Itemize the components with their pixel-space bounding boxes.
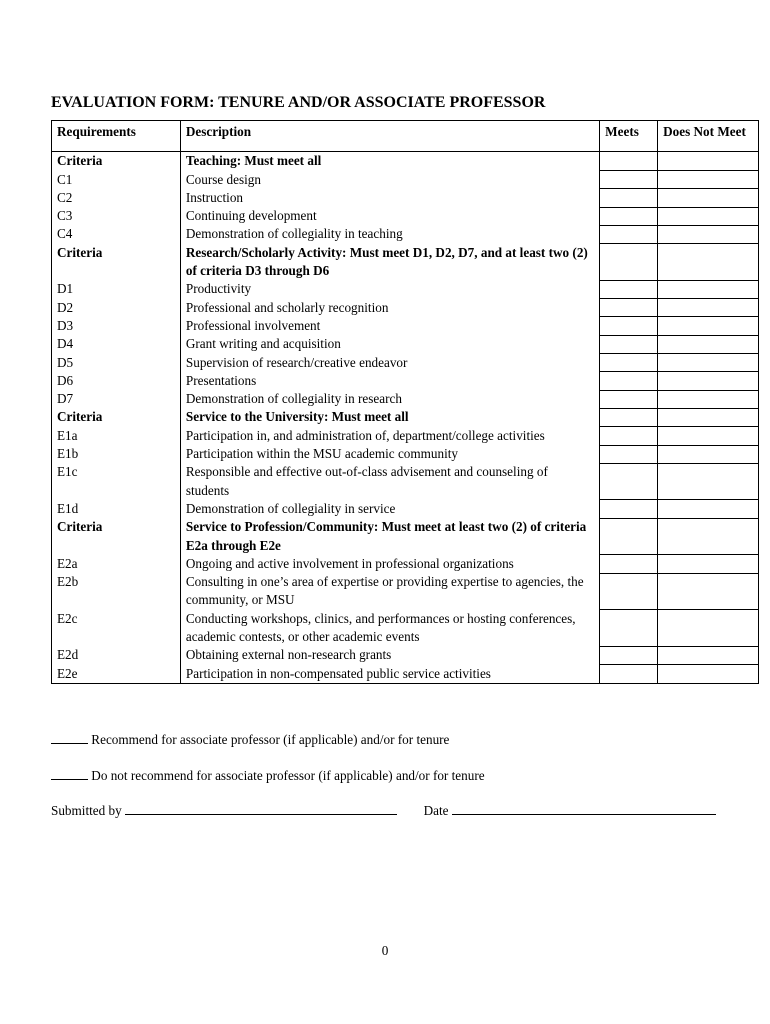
header-description: Description bbox=[180, 121, 599, 152]
requirement-cell: E2b bbox=[52, 573, 181, 610]
description-cell: Service to the University: Must meet all bbox=[180, 408, 599, 426]
description-cell: Supervision of research/creative endeavor bbox=[180, 354, 599, 372]
meets-cell[interactable] bbox=[600, 610, 658, 647]
description-cell: Professional and scholarly recognition bbox=[180, 299, 599, 317]
meets-cell[interactable] bbox=[600, 445, 658, 463]
table-row bbox=[52, 335, 759, 353]
table-row bbox=[52, 207, 759, 225]
requirement-cell: D3 bbox=[52, 317, 181, 335]
requirement-cell: D4 bbox=[52, 335, 181, 353]
meets-cell[interactable] bbox=[600, 427, 658, 445]
description-cell: Service to Profession/Community: Must meet at least two (2) of criteria E2a through E2e bbox=[180, 518, 599, 555]
meets-cell[interactable] bbox=[600, 299, 658, 317]
does-not-meet-cell[interactable] bbox=[658, 354, 759, 372]
meets-cell[interactable] bbox=[600, 518, 658, 555]
meets-cell[interactable] bbox=[600, 225, 658, 243]
requirement-cell: E2e bbox=[52, 665, 181, 684]
table-header-row bbox=[52, 121, 759, 152]
description-cell: Ongoing and active involvement in professional organizations bbox=[180, 555, 599, 573]
description-cell: Consulting in one’s area of expertise or providing expertise to agencies, the community, or MSU bbox=[180, 573, 599, 610]
table-row bbox=[52, 518, 759, 555]
description-cell: Grant writing and acquisition bbox=[180, 335, 599, 353]
description-cell: Responsible and effective out-of-class advisement and counseling of students bbox=[180, 463, 599, 500]
meets-cell[interactable] bbox=[600, 463, 658, 500]
does-not-meet-cell[interactable] bbox=[658, 390, 759, 408]
description-cell: Continuing development bbox=[180, 207, 599, 225]
does-not-meet-cell[interactable] bbox=[658, 244, 759, 281]
not-recommend-text: Do not recommend for associate professor (if applicable) and/or for tenure bbox=[91, 768, 485, 783]
does-not-meet-cell[interactable] bbox=[658, 408, 759, 426]
description-cell: Participation in non-compensated public service activities bbox=[180, 665, 599, 684]
meets-cell[interactable] bbox=[600, 189, 658, 207]
meets-cell[interactable] bbox=[600, 500, 658, 518]
evaluation-table bbox=[51, 120, 759, 684]
requirement-cell: E2d bbox=[52, 646, 181, 664]
description-cell: Demonstration of collegiality in research bbox=[180, 390, 599, 408]
meets-cell[interactable] bbox=[600, 372, 658, 390]
does-not-meet-cell[interactable] bbox=[658, 518, 759, 555]
description-cell: Obtaining external non-research grants bbox=[180, 646, 599, 664]
does-not-meet-cell[interactable] bbox=[658, 665, 759, 684]
requirement-cell: E2a bbox=[52, 555, 181, 573]
does-not-meet-cell[interactable] bbox=[658, 317, 759, 335]
table-row bbox=[52, 299, 759, 317]
description-cell: Demonstration of collegiality in service bbox=[180, 500, 599, 518]
does-not-meet-cell[interactable] bbox=[658, 372, 759, 390]
description-cell: Teaching: Must meet all bbox=[180, 152, 599, 171]
requirement-cell: E1c bbox=[52, 463, 181, 500]
date-field[interactable] bbox=[452, 802, 716, 815]
table-row bbox=[52, 244, 759, 281]
requirement-cell: E1a bbox=[52, 427, 181, 445]
date-label: Date bbox=[423, 803, 449, 818]
meets-cell[interactable] bbox=[600, 280, 658, 298]
meets-cell[interactable] bbox=[600, 390, 658, 408]
does-not-meet-cell[interactable] bbox=[658, 225, 759, 243]
meets-cell[interactable] bbox=[600, 171, 658, 189]
description-cell: Presentations bbox=[180, 372, 599, 390]
table-row bbox=[52, 189, 759, 207]
description-cell: Participation in, and administration of, department/college activities bbox=[180, 427, 599, 445]
meets-cell[interactable] bbox=[600, 152, 658, 171]
requirement-cell: E1b bbox=[52, 445, 181, 463]
requirement-cell: D7 bbox=[52, 390, 181, 408]
description-cell: Demonstration of collegiality in teaching bbox=[180, 225, 599, 243]
recommend-checkbox-blank[interactable] bbox=[51, 731, 88, 744]
does-not-meet-cell[interactable] bbox=[658, 427, 759, 445]
submitted-by-label: Submitted by bbox=[51, 803, 122, 818]
table-row bbox=[52, 390, 759, 408]
requirement-cell: C1 bbox=[52, 171, 181, 189]
meets-cell[interactable] bbox=[600, 646, 658, 664]
form-title: EVALUATION FORM: TENURE AND/OR ASSOCIATE PROFESSOR bbox=[51, 94, 546, 111]
description-cell: Professional involvement bbox=[180, 317, 599, 335]
page-number: 0 bbox=[381, 943, 389, 958]
table-row bbox=[52, 445, 759, 463]
does-not-meet-cell[interactable] bbox=[658, 299, 759, 317]
meets-cell[interactable] bbox=[600, 555, 658, 573]
meets-cell[interactable] bbox=[600, 573, 658, 610]
does-not-meet-cell[interactable] bbox=[658, 171, 759, 189]
does-not-meet-cell[interactable] bbox=[658, 500, 759, 518]
meets-cell[interactable] bbox=[600, 317, 658, 335]
does-not-meet-cell[interactable] bbox=[658, 207, 759, 225]
not-recommend-line bbox=[51, 767, 485, 784]
signature-line bbox=[51, 802, 716, 819]
requirement-cell: C3 bbox=[52, 207, 181, 225]
not-recommend-checkbox-blank[interactable] bbox=[51, 767, 88, 780]
table-row bbox=[52, 354, 759, 372]
description-cell: Course design bbox=[180, 171, 599, 189]
table-row bbox=[52, 171, 759, 189]
table-row bbox=[52, 372, 759, 390]
description-cell: Participation within the MSU academic community bbox=[180, 445, 599, 463]
recommend-line bbox=[51, 731, 449, 748]
requirement-cell: Criteria bbox=[52, 152, 181, 171]
description-cell: Instruction bbox=[180, 189, 599, 207]
table-row bbox=[52, 225, 759, 243]
does-not-meet-cell[interactable] bbox=[658, 445, 759, 463]
table-row bbox=[52, 408, 759, 426]
header-requirements: Requirements bbox=[52, 121, 181, 152]
requirement-cell: C2 bbox=[52, 189, 181, 207]
table-row bbox=[52, 665, 759, 684]
description-cell: Research/Scholarly Activity: Must meet D1, D2, D7, and at least two (2) of criteria D3 through D6 bbox=[180, 244, 599, 281]
meets-cell[interactable] bbox=[600, 665, 658, 684]
table-row bbox=[52, 500, 759, 518]
description-cell: Conducting workshops, clinics, and performances or hosting conferences, academic contests, or other academic events bbox=[180, 610, 599, 647]
requirement-cell: C4 bbox=[52, 225, 181, 243]
requirement-cell: E1d bbox=[52, 500, 181, 518]
does-not-meet-cell[interactable] bbox=[658, 463, 759, 500]
table-row bbox=[52, 573, 759, 610]
table-row bbox=[52, 463, 759, 500]
does-not-meet-cell[interactable] bbox=[658, 555, 759, 573]
does-not-meet-cell[interactable] bbox=[658, 152, 759, 171]
requirement-cell: E2c bbox=[52, 610, 181, 647]
does-not-meet-cell[interactable] bbox=[658, 646, 759, 664]
does-not-meet-cell[interactable] bbox=[658, 280, 759, 298]
meets-cell[interactable] bbox=[600, 408, 658, 426]
header-does-not-meet: Does Not Meet bbox=[658, 121, 759, 152]
meets-cell[interactable] bbox=[600, 335, 658, 353]
submitted-by-field[interactable] bbox=[125, 802, 397, 815]
requirement-cell: D2 bbox=[52, 299, 181, 317]
does-not-meet-cell[interactable] bbox=[658, 573, 759, 610]
header-meets: Meets bbox=[600, 121, 658, 152]
requirement-cell: Criteria bbox=[52, 244, 181, 281]
meets-cell[interactable] bbox=[600, 207, 658, 225]
table-row bbox=[52, 646, 759, 664]
meets-cell[interactable] bbox=[600, 244, 658, 281]
does-not-meet-cell[interactable] bbox=[658, 189, 759, 207]
requirement-cell: D6 bbox=[52, 372, 181, 390]
does-not-meet-cell[interactable] bbox=[658, 335, 759, 353]
table-row bbox=[52, 317, 759, 335]
does-not-meet-cell[interactable] bbox=[658, 610, 759, 647]
requirement-cell: Criteria bbox=[52, 518, 181, 555]
table-row bbox=[52, 152, 759, 171]
requirement-cell: D5 bbox=[52, 354, 181, 372]
table-row bbox=[52, 427, 759, 445]
meets-cell[interactable] bbox=[600, 354, 658, 372]
table-row bbox=[52, 555, 759, 573]
requirement-cell: Criteria bbox=[52, 408, 181, 426]
table-row bbox=[52, 610, 759, 647]
requirement-cell: D1 bbox=[52, 280, 181, 298]
recommend-text: Recommend for associate professor (if applicable) and/or for tenure bbox=[91, 732, 450, 747]
table-row bbox=[52, 280, 759, 298]
description-cell: Productivity bbox=[180, 280, 599, 298]
